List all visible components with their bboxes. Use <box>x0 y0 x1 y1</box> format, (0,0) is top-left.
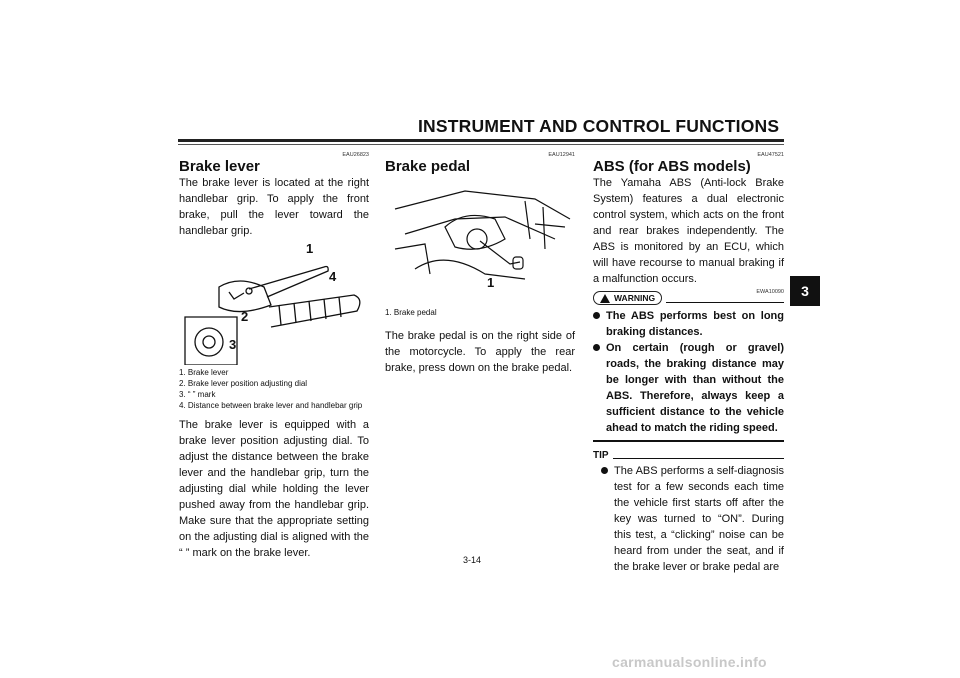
figure-captions <box>385 307 575 318</box>
warning-text: On certain (rough or gravel) roads, the braking distance may be longer with than without the ABS. Therefore, always keep a sufficient distance to the vehicle ahead to match the riding speed. <box>606 342 784 434</box>
section-title: Brake lever <box>179 158 260 175</box>
section-title: ABS (for ABS models) <box>593 158 751 175</box>
section-body: The brake pedal is on the right side of the motorcycle. To apply the rear brake, press down on the brake pedal. <box>385 330 575 374</box>
warning-item <box>593 308 784 340</box>
warning-code: EWA10090 <box>756 289 784 295</box>
warning-label: WARNING <box>614 293 656 303</box>
header-rule-thin <box>178 144 784 145</box>
brake-pedal-figure <box>385 179 575 299</box>
tip-text: The ABS performs a self-diagnosis test for a few seconds each time the vehicle first starts off after the key was turned to “ON”. During this test, a “clicking” noise can be heard from under the seat, and if the brake lever or brake pedal are <box>614 464 784 573</box>
tip-list <box>593 463 784 575</box>
warning-end-rule <box>593 440 784 442</box>
section-body: The brake lever is equipped with a brake lever position adjusting dial. To adjust the distance between the brake lever and the handlebar grip, turn the adjusting dial while holding the lever pushed away from the handlebar grip. Make sure that the appropriate setting on the adjusting dial is aligned with the “ ” mark on the brake lever. <box>179 419 369 559</box>
brake-lever-figure <box>179 241 369 365</box>
brake-lever-illustration <box>179 247 369 365</box>
tip-header <box>593 450 784 461</box>
caption-item: 3. “ ” mark <box>179 390 216 399</box>
section-code: EAU26823 <box>342 152 369 158</box>
caption-item: 1. Brake pedal <box>385 308 437 317</box>
section-code: EAU12941 <box>548 152 575 158</box>
column-brake-lever <box>179 152 369 561</box>
section-intro: The Yamaha ABS (Anti-lock Brake System) features a dual electronic control system, which acts on the front and rear brakes independently. The ABS is monitored by an ECU, which will have recourse to manual braking if a malfunction occurs. <box>593 177 784 285</box>
watermark: carmanualsonline.info <box>612 654 767 670</box>
callout-1: 1 <box>487 275 495 290</box>
tip-label: TIP <box>593 449 609 461</box>
column-abs <box>593 152 784 575</box>
section-intro: The brake lever is located at the right handlebar grip. To apply the front brake, pull the lever toward the handlebar grip. <box>179 177 369 237</box>
warning-icon <box>600 294 610 303</box>
column-brake-pedal <box>385 152 575 376</box>
callout-3: 3 <box>229 337 237 352</box>
warning-rule <box>666 302 784 303</box>
tip-rule <box>613 458 784 459</box>
tip-item <box>601 463 784 575</box>
warning-badge <box>593 291 662 305</box>
figure-captions <box>179 367 369 411</box>
section-code: EAU47521 <box>757 152 784 158</box>
header-rule <box>178 139 784 142</box>
page-header-title: INSTRUMENT AND CONTROL FUNCTIONS <box>418 116 780 136</box>
bullet-icon <box>593 312 600 319</box>
bullet-icon <box>601 467 608 474</box>
warning-header <box>593 291 784 305</box>
bullet-icon <box>593 344 600 351</box>
caption-item: 1. Brake lever <box>179 368 229 377</box>
callout-2: 2 <box>241 309 249 324</box>
warning-list <box>593 308 784 436</box>
page-number: 3-14 <box>463 555 482 565</box>
caption-item: 2. Brake lever position adjusting dial <box>179 379 308 388</box>
brake-pedal-illustration <box>385 179 575 299</box>
callout-1: 1 <box>306 241 314 256</box>
warning-item <box>593 340 784 436</box>
section-title: Brake pedal <box>385 158 471 175</box>
chapter-tab: 3 <box>790 276 820 306</box>
warning-text: The ABS performs best on long braking distances. <box>606 310 784 338</box>
caption-item: 4. Distance between brake lever and handlebar grip <box>179 401 363 410</box>
callout-4: 4 <box>329 269 337 284</box>
